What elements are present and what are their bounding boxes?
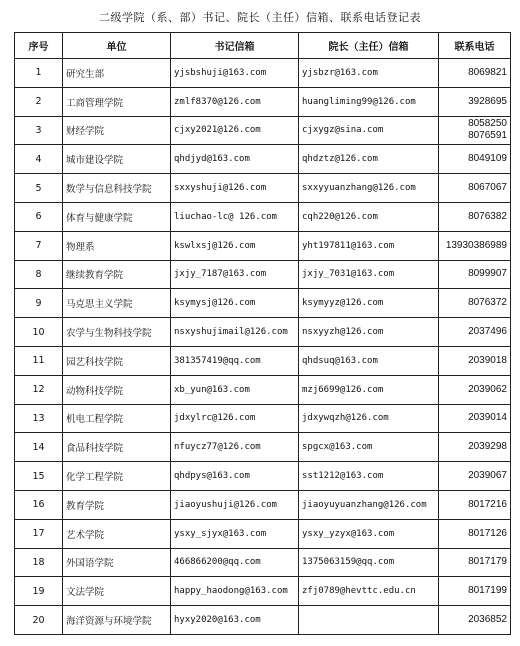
table-row xyxy=(15,318,511,347)
unit-name: 食品科技学院 xyxy=(63,433,171,462)
row-number: 8 xyxy=(15,260,63,289)
phone-number: 2039298 xyxy=(468,441,507,453)
dean-email: yjsbzr@163.com xyxy=(299,59,439,88)
table-row xyxy=(15,606,511,635)
phone-cell xyxy=(439,490,511,519)
dean-email xyxy=(299,606,439,635)
phone-number: 2039018 xyxy=(468,354,507,366)
dean-email: yht197811@163.com xyxy=(299,231,439,260)
table-row xyxy=(15,116,511,145)
row-number: 2 xyxy=(15,87,63,116)
phone-cell xyxy=(439,318,511,347)
dean-email: sxxyyuanzhang@126.com xyxy=(299,174,439,203)
contact-table xyxy=(14,32,511,635)
unit-name: 文法学院 xyxy=(63,577,171,606)
phone-number: 8099907 xyxy=(468,268,507,280)
phone-cell xyxy=(439,202,511,231)
row-number: 5 xyxy=(15,174,63,203)
row-number: 10 xyxy=(15,318,63,347)
phone-number: 13930386989 xyxy=(445,239,507,251)
unit-name: 数学与信息科技学院 xyxy=(63,174,171,203)
phone-number: 8049109 xyxy=(468,153,507,165)
table-row xyxy=(15,87,511,116)
phone-number: 8017179 xyxy=(468,556,507,568)
phone-number: 2039062 xyxy=(468,383,507,395)
phone-cell xyxy=(439,346,511,375)
unit-name: 财经学院 xyxy=(63,116,171,145)
unit-name: 教育学院 xyxy=(63,490,171,519)
secretary-email: yjsbshuji@163.com xyxy=(171,59,299,88)
secretary-email: nsxyshujimail@126.com xyxy=(171,318,299,347)
dean-email: jdxywqzh@126.com xyxy=(299,404,439,433)
phone-number: 8076591 xyxy=(468,130,507,142)
phone-cell xyxy=(439,462,511,491)
row-number: 1 xyxy=(15,59,63,88)
phone-number: 8017216 xyxy=(468,498,507,510)
dean-email: spgcx@163.com xyxy=(299,433,439,462)
unit-name: 城市建设学院 xyxy=(63,145,171,174)
phone-cell xyxy=(439,548,511,577)
row-number: 6 xyxy=(15,202,63,231)
row-number: 12 xyxy=(15,375,63,404)
table-row xyxy=(15,577,511,606)
phone-cell xyxy=(439,59,511,88)
table-row xyxy=(15,490,511,519)
table-row xyxy=(15,548,511,577)
secretary-email: liuchao-lc@ 126.com xyxy=(171,202,299,231)
phone-number: 2036852 xyxy=(468,614,507,626)
secretary-email: sxxyshuji@126.com xyxy=(171,174,299,203)
unit-name: 农学与生物科技学院 xyxy=(63,318,171,347)
dean-email: qhdsuq@163.com xyxy=(299,346,439,375)
dean-email: 1375063159@qq.com xyxy=(299,548,439,577)
phone-cell xyxy=(439,116,511,145)
row-number: 18 xyxy=(15,548,63,577)
row-number: 17 xyxy=(15,519,63,548)
secretary-email: xb_yun@163.com xyxy=(171,375,299,404)
row-number: 11 xyxy=(15,346,63,375)
phone-cell xyxy=(439,145,511,174)
unit-name: 动物科技学院 xyxy=(63,375,171,404)
dean-email: ysxy_yzyx@163.com xyxy=(299,519,439,548)
secretary-email: kswlxsj@126.com xyxy=(171,231,299,260)
secretary-email: 381357419@qq.com xyxy=(171,346,299,375)
unit-name: 体育与健康学院 xyxy=(63,202,171,231)
dean-email: qhdztz@126.com xyxy=(299,145,439,174)
secretary-email: zmlf8370@126.com xyxy=(171,87,299,116)
secretary-email: cjxy2021@126.com xyxy=(171,116,299,145)
phone-number: 8069821 xyxy=(468,66,507,78)
secretary-email: ksymysj@126.com xyxy=(171,289,299,318)
table-row xyxy=(15,202,511,231)
table-row xyxy=(15,231,511,260)
table-row xyxy=(15,375,511,404)
phone-number: 8017126 xyxy=(468,527,507,539)
dean-email: jxjy_7031@163.com xyxy=(299,260,439,289)
header-row xyxy=(15,33,511,59)
dean-email: cqh220@126.com xyxy=(299,202,439,231)
phone-number: 3928695 xyxy=(468,95,507,107)
unit-name: 马克思主义学院 xyxy=(63,289,171,318)
unit-name: 物理系 xyxy=(63,231,171,260)
row-number: 14 xyxy=(15,433,63,462)
secretary-email: jxjy_7187@163.com xyxy=(171,260,299,289)
phone-number: 2039067 xyxy=(468,470,507,482)
dean-email: nsxyyzh@126.com xyxy=(299,318,439,347)
secretary-email: happy_haodong@163.com xyxy=(171,577,299,606)
row-number: 3 xyxy=(15,116,63,145)
table-row xyxy=(15,433,511,462)
secretary-email: 466866200@qq.com xyxy=(171,548,299,577)
row-number: 19 xyxy=(15,577,63,606)
row-number: 15 xyxy=(15,462,63,491)
secretary-email: hyxy2020@163.com xyxy=(171,606,299,635)
table-row xyxy=(15,519,511,548)
secretary-email: qhdpys@163.com xyxy=(171,462,299,491)
table-row xyxy=(15,260,511,289)
phone-cell xyxy=(439,606,511,635)
header-no: 序号 xyxy=(15,33,63,59)
row-number: 13 xyxy=(15,404,63,433)
unit-name: 研究生部 xyxy=(63,59,171,88)
header-unit: 单位 xyxy=(63,33,171,59)
dean-email: huangliming99@126.com xyxy=(299,87,439,116)
table-row xyxy=(15,346,511,375)
unit-name: 机电工程学院 xyxy=(63,404,171,433)
header-phone: 联系电话 xyxy=(439,33,511,59)
phone-number: 8076372 xyxy=(468,297,507,309)
table-row xyxy=(15,404,511,433)
secretary-email: jdxylrc@126.com xyxy=(171,404,299,433)
dean-email: sst1212@163.com xyxy=(299,462,439,491)
phone-number: 2037496 xyxy=(468,326,507,338)
unit-name: 海洋资源与环境学院 xyxy=(63,606,171,635)
phone-cell xyxy=(439,433,511,462)
phone-cell xyxy=(439,174,511,203)
page-title: 二级学院（系、部）书记、院长（主任）信箱、联系电话登记表 xyxy=(99,11,421,24)
header-secretary-email: 书记信箱 xyxy=(171,33,299,59)
phone-number: 8076382 xyxy=(468,210,507,222)
row-number: 7 xyxy=(15,231,63,260)
phone-number: 8017199 xyxy=(468,585,507,597)
dean-email: mzj6699@126.com xyxy=(299,375,439,404)
secretary-email: qhdjyd@163.com xyxy=(171,145,299,174)
row-number: 20 xyxy=(15,606,63,635)
unit-name: 工商管理学院 xyxy=(63,87,171,116)
dean-email: cjxygz@sina.com xyxy=(299,116,439,145)
header-dean-email: 院长（主任）信箱 xyxy=(299,33,439,59)
row-number: 16 xyxy=(15,490,63,519)
phone-number: 2039014 xyxy=(468,412,507,424)
secretary-email: ysxy_sjyx@163.com xyxy=(171,519,299,548)
unit-name: 化学工程学院 xyxy=(63,462,171,491)
dean-email: zfj0789@hevttc.edu.cn xyxy=(299,577,439,606)
row-number: 4 xyxy=(15,145,63,174)
phone-number: 8067067 xyxy=(468,182,507,194)
table-row xyxy=(15,462,511,491)
secretary-email: nfuycz77@126.com xyxy=(171,433,299,462)
phone-cell xyxy=(439,231,511,260)
phone-cell xyxy=(439,375,511,404)
phone-cell xyxy=(439,519,511,548)
dean-email: ksymyyz@126.com xyxy=(299,289,439,318)
dean-email: jiaoyuyuanzhang@126.com xyxy=(299,490,439,519)
table-row xyxy=(15,59,511,88)
unit-name: 继续教育学院 xyxy=(63,260,171,289)
unit-name: 外国语学院 xyxy=(63,548,171,577)
row-number: 9 xyxy=(15,289,63,318)
table-row xyxy=(15,174,511,203)
unit-name: 园艺科技学院 xyxy=(63,346,171,375)
unit-name: 艺术学院 xyxy=(63,519,171,548)
phone-number: 8058250 xyxy=(468,118,507,130)
phone-cell xyxy=(439,87,511,116)
table-row xyxy=(15,289,511,318)
phone-cell xyxy=(439,577,511,606)
phone-cell xyxy=(439,289,511,318)
phone-cell xyxy=(439,404,511,433)
table-row xyxy=(15,145,511,174)
phone-cell xyxy=(439,260,511,289)
secretary-email: jiaoyushuji@126.com xyxy=(171,490,299,519)
